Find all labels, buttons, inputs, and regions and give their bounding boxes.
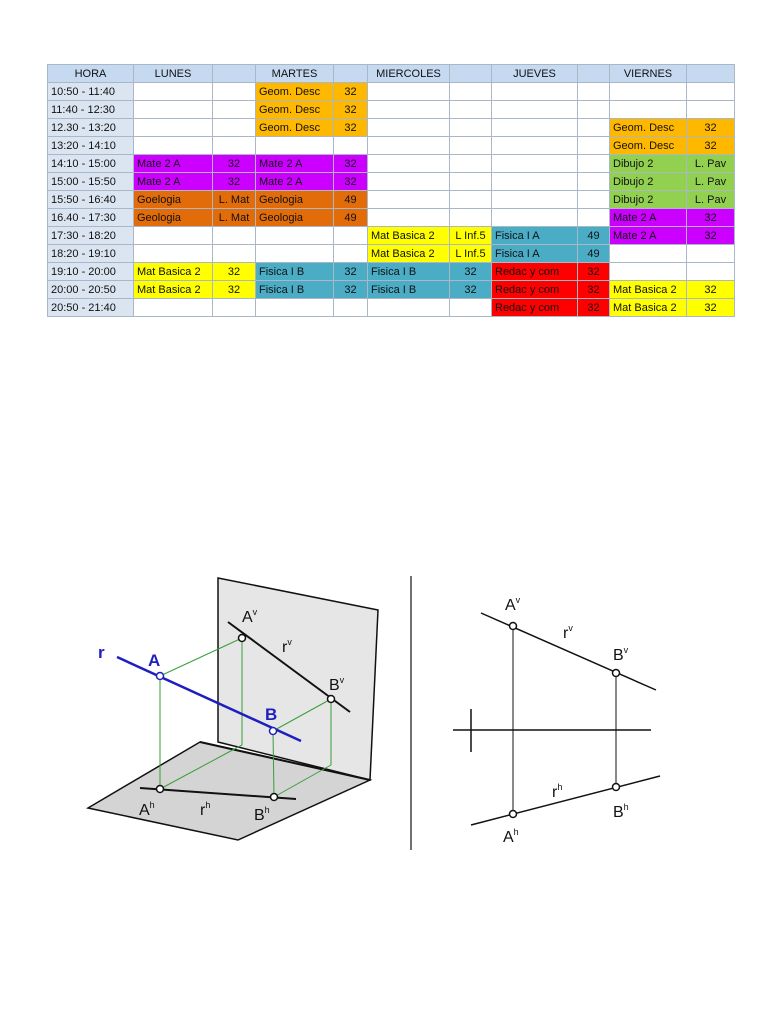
point-bv-2d	[613, 670, 620, 677]
diedric-figure	[453, 595, 660, 846]
room-cell: 32	[687, 119, 735, 137]
room-cell: 32	[687, 137, 735, 155]
course-cell: Geologia	[134, 209, 213, 227]
course-cell: Fisica I B	[256, 263, 334, 281]
course-cell: Redac y com	[492, 281, 578, 299]
room-cell: 32	[334, 83, 368, 101]
room-cell: 32	[213, 155, 256, 173]
time-slot: 20:00 - 20:50	[48, 281, 134, 299]
course-cell: Mate 2 A	[134, 155, 213, 173]
room-cell: 32	[334, 101, 368, 119]
time-slot: 15:00 - 15:50	[48, 173, 134, 191]
room-cell: L. Pav	[687, 155, 735, 173]
time-slot: 11:40 - 12:30	[48, 101, 134, 119]
label-b: B	[265, 705, 278, 724]
room-cell: 49	[334, 191, 368, 209]
time-slot: 19:10 - 20:00	[48, 263, 134, 281]
time-slot: 17:30 - 18:20	[48, 227, 134, 245]
rh-line-2d	[471, 776, 660, 825]
room-cell: L Inf.5	[450, 245, 492, 263]
course-cell: Geom. Desc	[610, 119, 687, 137]
room-cell: 32	[213, 281, 256, 299]
room-cell: 32	[334, 173, 368, 191]
course-cell: Fisica I A	[492, 227, 578, 245]
time-slot: 14:10 - 15:00	[48, 155, 134, 173]
course-cell: Dibujo 2	[610, 155, 687, 173]
header-jueves: JUEVES	[492, 65, 578, 83]
course-cell: Geologia	[256, 191, 334, 209]
room-cell: 32	[687, 281, 735, 299]
room-cell: 32	[334, 155, 368, 173]
room-cell: 32	[450, 281, 492, 299]
course-cell: Mate 2 A	[610, 227, 687, 245]
room-cell: L. Mat	[213, 209, 256, 227]
room-cell: L. Mat	[213, 191, 256, 209]
room-cell: 32	[213, 263, 256, 281]
room-cell: 32	[687, 209, 735, 227]
course-cell: Geom. Desc	[610, 137, 687, 155]
room-cell: 49	[578, 227, 610, 245]
course-cell: Mat Basica 2	[610, 299, 687, 317]
course-cell: Geologia	[256, 209, 334, 227]
label-bh: $B^h$	[254, 805, 270, 824]
room-cell: 32	[334, 119, 368, 137]
course-cell: Dibujo 2	[610, 191, 687, 209]
label-bv: $B^v$	[329, 675, 345, 694]
course-cell: Geom. Desc	[256, 119, 334, 137]
point-ah	[157, 786, 164, 793]
label-rv: $r^v$	[282, 637, 292, 656]
room-cell: 32	[334, 281, 368, 299]
header-viernes: VIERNES	[610, 65, 687, 83]
room-cell: L Inf.5	[450, 227, 492, 245]
room-cell: 32	[578, 263, 610, 281]
course-cell: Geom. Desc	[256, 101, 334, 119]
room-cell: 49	[334, 209, 368, 227]
label-ah-2d: $A^h$	[503, 827, 519, 846]
isometric-figure	[88, 578, 378, 840]
point-a	[157, 673, 164, 680]
point-av-2d	[510, 623, 517, 630]
course-cell: Mate 2 A	[610, 209, 687, 227]
course-cell: Mat Basica 2	[134, 263, 213, 281]
label-av-2d: $A^v$	[505, 595, 521, 614]
time-slot: 16.40 - 17:30	[48, 209, 134, 227]
course-cell: Geom. Desc	[256, 83, 334, 101]
header-martes: MARTES	[256, 65, 334, 83]
label-rv-2d: $r^v$	[563, 623, 573, 642]
label-ah: $A^h$	[139, 800, 155, 819]
header-hora: HORA	[48, 65, 134, 83]
course-cell: Fisica I B	[368, 263, 450, 281]
course-cell: Mate 2 A	[134, 173, 213, 191]
point-ah-2d	[510, 811, 517, 818]
label-rh-2d: $r^h$	[552, 782, 563, 801]
header-lunes: LUNES	[134, 65, 213, 83]
course-cell: Redac y com	[492, 263, 578, 281]
time-slot: 10:50 - 11:40	[48, 83, 134, 101]
label-bv-2d: $B^v$	[613, 645, 629, 664]
course-cell: Goelogia	[134, 191, 213, 209]
label-av: $A^v$	[242, 607, 258, 626]
room-cell: 32	[687, 299, 735, 317]
point-bh	[271, 794, 278, 801]
point-b	[270, 728, 277, 735]
label-r: r	[98, 643, 105, 662]
time-slot: 15:50 - 16:40	[48, 191, 134, 209]
room-cell: 32	[687, 227, 735, 245]
point-bv	[328, 696, 335, 703]
course-cell: Mat Basica 2	[134, 281, 213, 299]
course-cell: Mate 2 A	[256, 173, 334, 191]
room-cell: 32	[213, 173, 256, 191]
header-miercoles: MIERCOLES	[368, 65, 450, 83]
point-bh-2d	[613, 784, 620, 791]
room-cell: 32	[450, 263, 492, 281]
time-slot: 12.30 - 13:20	[48, 119, 134, 137]
room-cell: 32	[578, 281, 610, 299]
label-a: A	[148, 651, 161, 670]
label-bh-2d: $B^h$	[613, 802, 629, 821]
time-slot: 13:20 - 14:10	[48, 137, 134, 155]
course-cell: Redac y com	[492, 299, 578, 317]
course-cell: Mat Basica 2	[368, 245, 450, 263]
course-cell: Mate 2 A	[256, 155, 334, 173]
room-cell: 32	[334, 263, 368, 281]
room-cell: 49	[578, 245, 610, 263]
room-cell: L. Pav	[687, 173, 735, 191]
course-cell: Fisica I B	[256, 281, 334, 299]
course-cell: Mat Basica 2	[610, 281, 687, 299]
course-cell: Fisica I B	[368, 281, 450, 299]
label-rh: $r^h$	[200, 800, 211, 819]
course-cell: Mat Basica 2	[368, 227, 450, 245]
room-cell: L. Pav	[687, 191, 735, 209]
point-av	[239, 635, 246, 642]
time-slot: 20:50 - 21:40	[48, 299, 134, 317]
room-cell: 32	[578, 299, 610, 317]
course-cell: Fisica I A	[492, 245, 578, 263]
time-slot: 18:20 - 19:10	[48, 245, 134, 263]
course-cell: Dibujo 2	[610, 173, 687, 191]
